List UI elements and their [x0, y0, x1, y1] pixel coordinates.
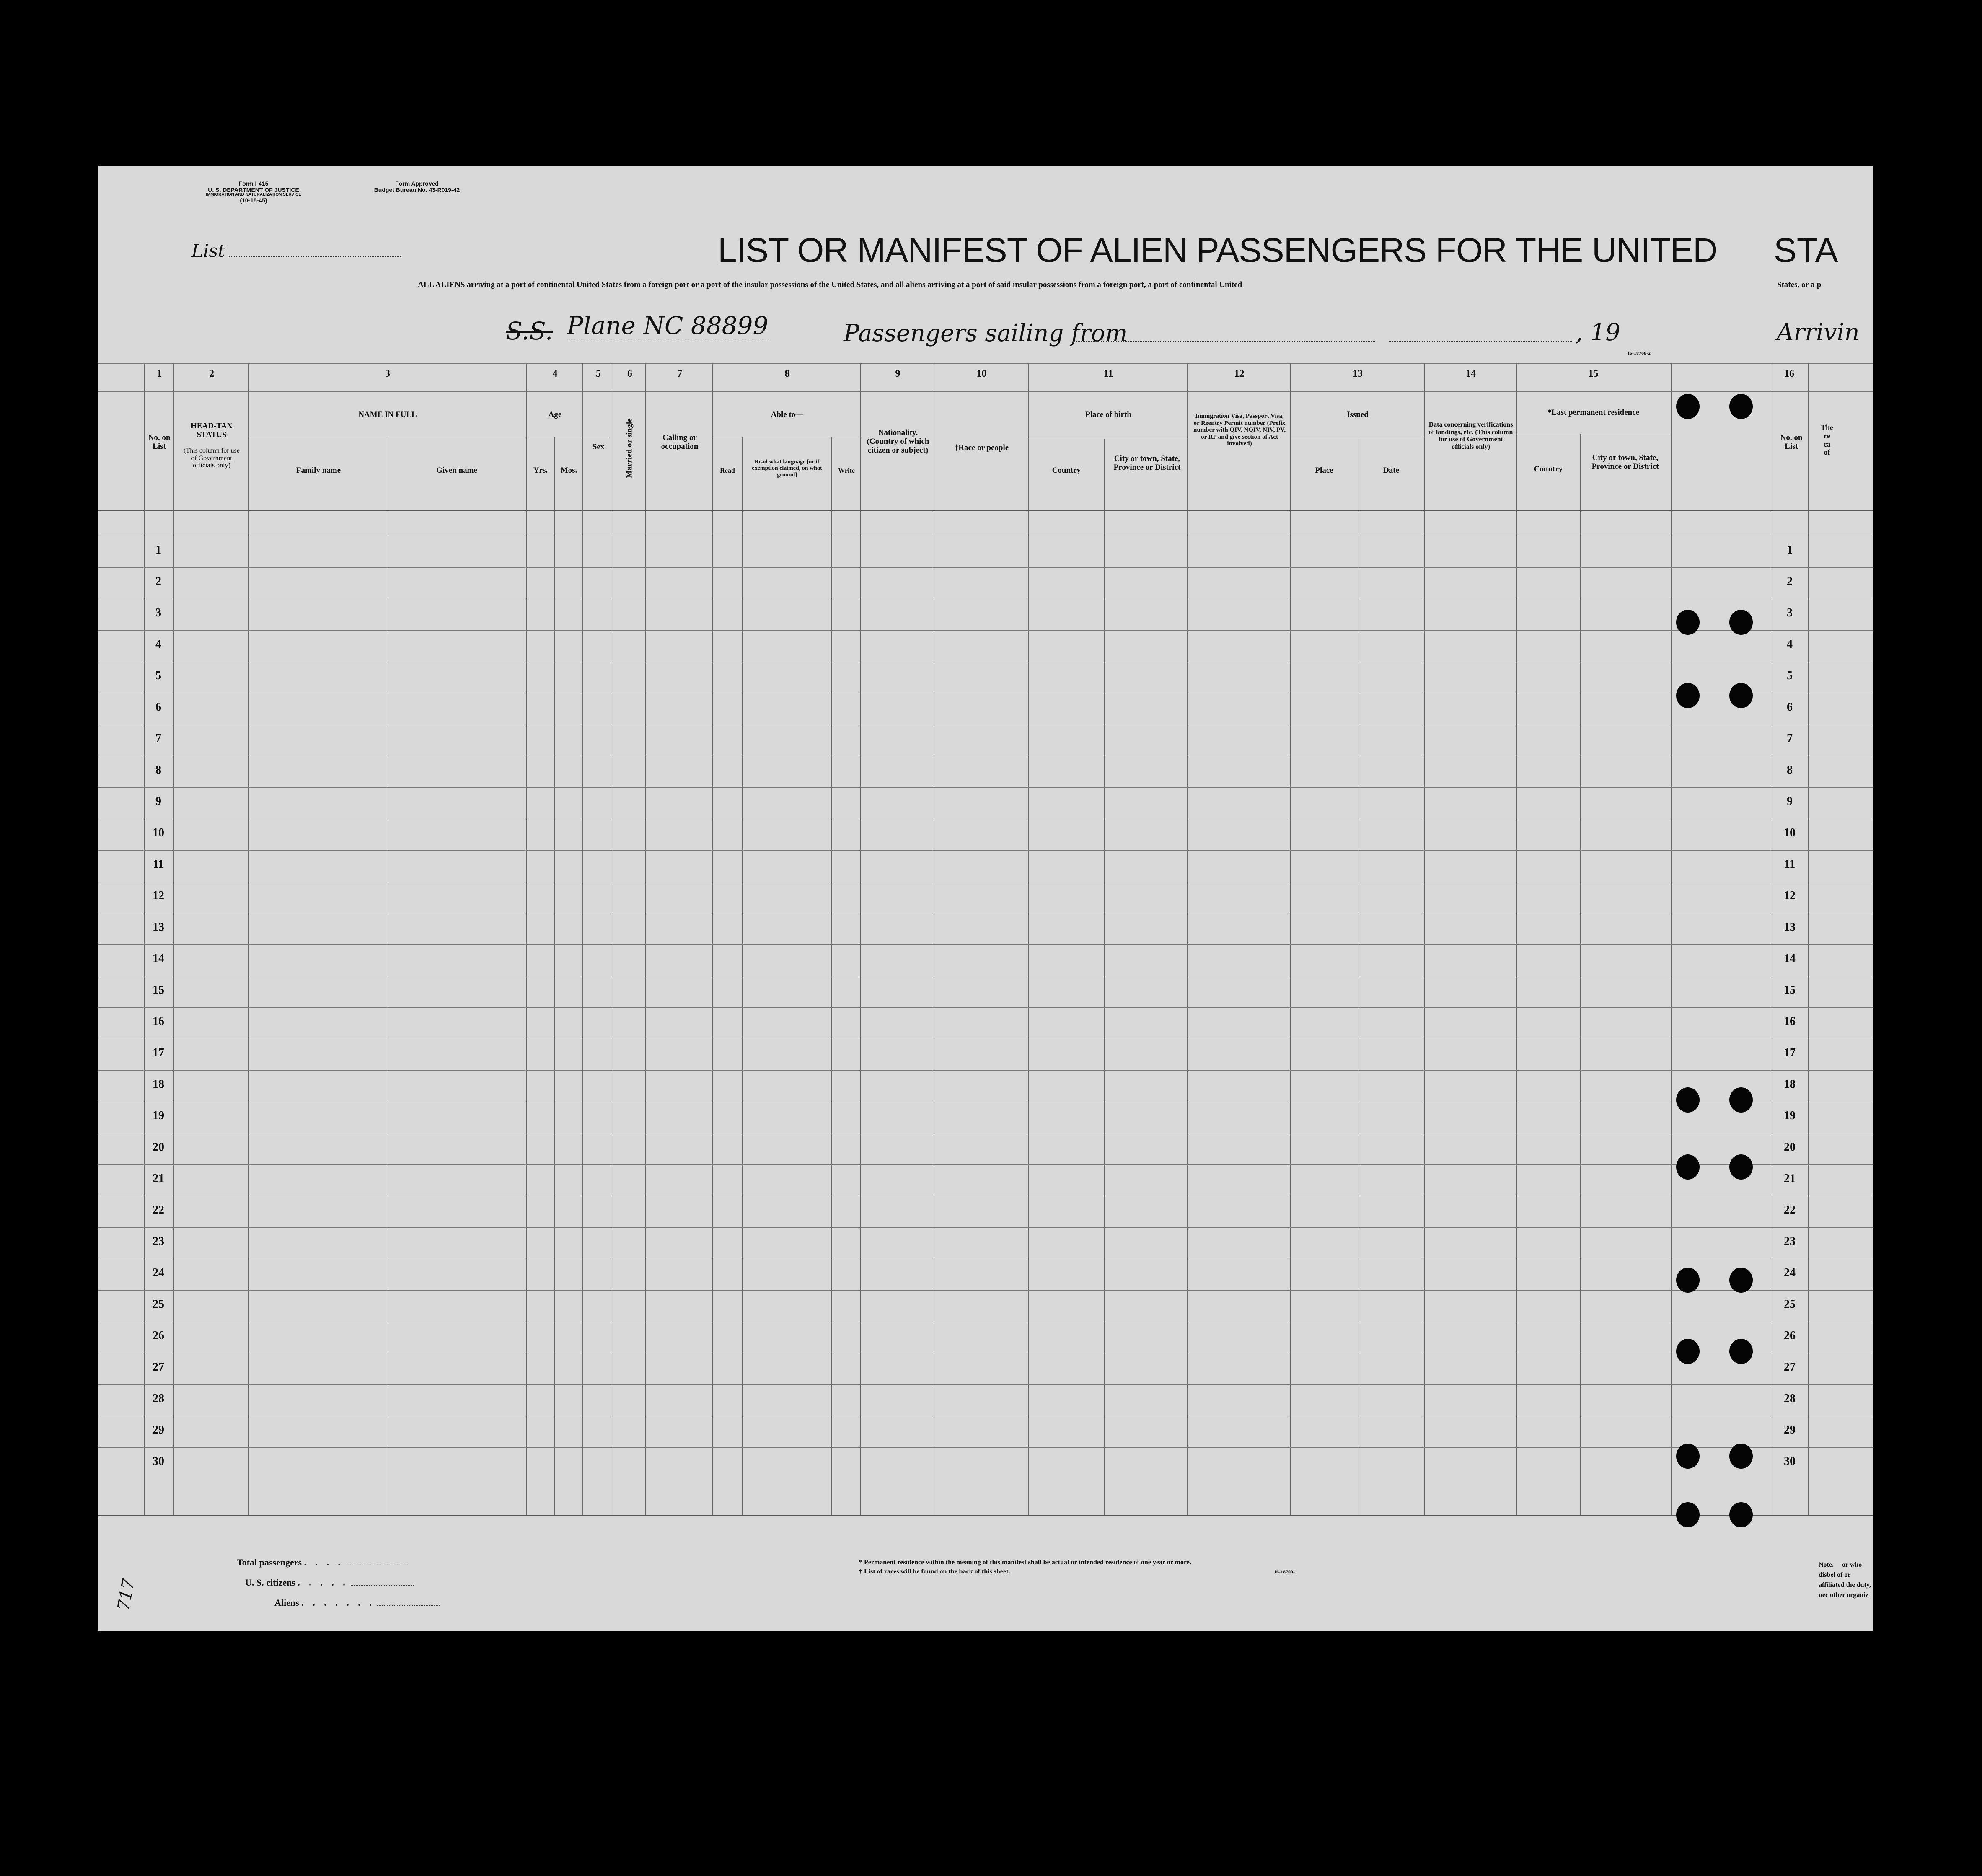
- punch-hole: [1729, 394, 1753, 419]
- row-rule: [98, 1447, 1873, 1448]
- col13-place: Place: [1315, 466, 1333, 475]
- list-blank: [229, 256, 401, 257]
- col3-title: NAME IN FULL: [358, 410, 417, 419]
- row-rule: [98, 1070, 1873, 1071]
- col11-country: Country: [1052, 466, 1081, 475]
- manifest-subtitle: ALL ALIENS arriving at a port of continental United States from a foreign port or a port of the insular possessions of the United States, and all aliens arriving at a port of said insular possessions from a foreign port, a port of continental United: [418, 280, 1242, 289]
- punch-hole: [1676, 683, 1700, 708]
- colnum-6: 6: [627, 368, 632, 379]
- col13-title: Issued: [1347, 410, 1369, 419]
- row-number-right: 21: [1784, 1172, 1796, 1185]
- row-number: 10: [153, 826, 164, 839]
- row-number: 29: [153, 1423, 164, 1436]
- aliens-label: Aliens: [274, 1597, 299, 1608]
- row-number: 28: [153, 1392, 164, 1405]
- col5-sex: Sex: [592, 442, 605, 451]
- punch-hole: [1676, 1339, 1700, 1364]
- col15-title: *Last permanent residence: [1547, 408, 1640, 417]
- col17-cut: The re ca of: [1821, 423, 1834, 457]
- col1-header: No. on List: [148, 433, 171, 451]
- footer-right-note: Note.— or who disbel of or affiliated the duty, nec other organiz: [1819, 1561, 1871, 1599]
- row-rule: [98, 567, 1873, 568]
- row-number-right: 10: [1784, 826, 1796, 839]
- col2-note: (This column for use of Government officials only): [184, 447, 240, 469]
- row-number: 4: [155, 638, 161, 651]
- row-number-right: 2: [1787, 575, 1793, 588]
- row-number: 8: [155, 763, 161, 776]
- colnum-8: 8: [784, 368, 790, 379]
- budget-number: Budget Bureau No. 43-R019-42: [374, 186, 460, 193]
- row-number-right: 8: [1787, 763, 1793, 776]
- col11-city: City or town, State, Province or District: [1113, 454, 1181, 472]
- manifest-subtitle-cut: States, or a p: [1777, 280, 1822, 289]
- row-number: 11: [153, 858, 164, 871]
- row-number: 6: [155, 701, 161, 714]
- row-rule: [98, 1290, 1873, 1291]
- form-number: Form I-415: [238, 180, 269, 187]
- form-id-block: [178, 181, 329, 204]
- col4-yrs: Yrs.: [533, 466, 548, 475]
- row-rule: [98, 1384, 1873, 1385]
- row-rule: [98, 1007, 1873, 1008]
- row-number-right: 15: [1784, 983, 1796, 996]
- row-number-right: 13: [1784, 921, 1796, 934]
- row-rule: [98, 1227, 1873, 1228]
- col8-title: Able to—: [771, 410, 804, 419]
- row-number: 13: [153, 921, 164, 934]
- punch-hole: [1676, 1268, 1700, 1293]
- col15-country: Country: [1534, 465, 1563, 474]
- row-number: 2: [155, 575, 161, 588]
- punch-hole: [1729, 1268, 1753, 1293]
- col2-title: HEAD-TAX STATUS: [191, 422, 233, 439]
- colnum-2: 2: [209, 368, 214, 379]
- row-number-right: 11: [1784, 858, 1796, 871]
- colnum-5: 5: [596, 368, 601, 379]
- col15-city: City or town, State, Province or District: [1591, 453, 1659, 471]
- total-passengers-label: Total passengers: [237, 1557, 302, 1568]
- row-number-right: 6: [1787, 701, 1793, 714]
- manifest-sheet: [98, 166, 1873, 1631]
- row-number-right: 1: [1787, 543, 1793, 556]
- colnum-10: 10: [976, 368, 987, 379]
- row-number-right: 5: [1787, 669, 1793, 682]
- col8-language: Read what language [or if exemption claimed, on what ground]: [752, 459, 822, 478]
- punch-hole: [1729, 1502, 1753, 1527]
- row-number: 21: [153, 1172, 164, 1185]
- note-races: † List of races will be found on the back of this sheet.: [859, 1568, 1010, 1575]
- row-rule-bottom: [98, 1515, 1873, 1516]
- row-number: 24: [153, 1266, 164, 1279]
- form-date: (10-15-45): [240, 197, 267, 204]
- row-number: 22: [153, 1203, 164, 1216]
- sailing-from-label: Passengers sailing from: [844, 320, 1128, 347]
- col4-title: Age: [548, 410, 562, 419]
- list-label: List: [191, 241, 225, 261]
- us-citizens-label: U. S. citizens: [245, 1577, 295, 1588]
- punch-hole: [1729, 1444, 1753, 1469]
- row-rule: [98, 630, 1873, 631]
- margin-handwritten-mark: 717: [114, 1577, 139, 1612]
- col11-title: Place of birth: [1085, 410, 1131, 419]
- col7-occupation: Calling or occupation: [661, 433, 699, 451]
- list-field: [191, 242, 401, 261]
- punch-hole: [1729, 683, 1753, 708]
- manifest-title: LIST OR MANIFEST OF ALIEN PASSENGERS FOR THE UNITED: [718, 231, 1718, 269]
- row-number-right: 23: [1784, 1235, 1796, 1248]
- punch-hole: [1676, 1444, 1700, 1469]
- punch-hole: [1676, 1154, 1700, 1180]
- row-number: 19: [153, 1109, 164, 1122]
- col8-write: Write: [838, 467, 855, 474]
- colnum-3: 3: [385, 368, 390, 379]
- form-approved: Form Approved: [395, 180, 439, 187]
- colnum-15: 15: [1588, 368, 1599, 379]
- row-number: 15: [153, 983, 164, 996]
- row-number-right: 19: [1784, 1109, 1796, 1122]
- row-number-right: 22: [1784, 1203, 1796, 1216]
- row-number: 3: [155, 606, 161, 619]
- row-number-right: 12: [1784, 889, 1796, 902]
- row-number: 1: [155, 543, 161, 556]
- manifest-title-cut: STA: [1774, 231, 1838, 269]
- row-number-right: 29: [1784, 1423, 1796, 1436]
- row-number-right: 9: [1787, 795, 1793, 808]
- print-code-bottom: 16-18709-1: [1274, 1569, 1297, 1575]
- row-number-right: 27: [1784, 1361, 1796, 1374]
- footer-notes: [859, 1558, 1191, 1576]
- row-number: 17: [153, 1046, 164, 1059]
- row-rule: [98, 944, 1873, 945]
- row-number-right: 17: [1784, 1046, 1796, 1059]
- row-rule: [98, 850, 1873, 851]
- row-number-right: 7: [1787, 732, 1793, 745]
- punch-hole: [1676, 1502, 1700, 1527]
- ship-name-handwritten: Plane NC 88899: [567, 311, 768, 340]
- row-number: 18: [153, 1078, 164, 1091]
- punch-hole: [1729, 610, 1753, 635]
- row-number-right: 18: [1784, 1078, 1796, 1091]
- col14-verifications: Data concerning verifications of landings, etc. (This column for use of Government officials only): [1428, 421, 1513, 450]
- col8-read: Read: [720, 467, 735, 474]
- colnum-16: 16: [1784, 368, 1794, 379]
- row-number: 7: [155, 732, 161, 745]
- print-code-top: 16-18709-2: [1627, 350, 1651, 356]
- aliens-blank: [377, 1605, 440, 1606]
- colnum-4: 4: [552, 368, 558, 379]
- row-number: 16: [153, 1015, 164, 1028]
- ship-prefix: S.S.: [506, 317, 553, 345]
- row-number-right: 20: [1784, 1141, 1796, 1154]
- row-number: 12: [153, 889, 164, 902]
- colnum-7: 7: [677, 368, 682, 379]
- row-rule: [98, 1164, 1873, 1165]
- department: U. S. DEPARTMENT OF JUSTICE: [208, 186, 299, 193]
- col3-given: Given name: [436, 466, 477, 475]
- rule-numbers: [98, 391, 1873, 392]
- sailing-from-blank: [1073, 341, 1375, 342]
- colnum-9: 9: [895, 368, 900, 379]
- colnum-1: 1: [157, 368, 162, 379]
- row-number-right: 14: [1784, 952, 1796, 965]
- row-rule: [98, 787, 1873, 788]
- row-number-right: 26: [1784, 1329, 1796, 1342]
- punch-hole: [1729, 1154, 1753, 1180]
- row-number: 30: [153, 1455, 164, 1468]
- row-number: 26: [153, 1329, 164, 1342]
- colnum-14: 14: [1466, 368, 1476, 379]
- row-number: 5: [155, 669, 161, 682]
- row-number-right: 4: [1787, 638, 1793, 651]
- rule-top: [98, 363, 1873, 364]
- row-number: 23: [153, 1235, 164, 1248]
- col3-family: Family name: [296, 466, 341, 475]
- year-label: , 19: [1576, 319, 1620, 346]
- col4-mos: Mos.: [560, 466, 577, 475]
- row-number: 25: [153, 1298, 164, 1311]
- col9-nationality: Nationality. (Country of which citizen or subject): [867, 428, 929, 455]
- row-number-right: 28: [1784, 1392, 1796, 1405]
- row-number-right: 16: [1784, 1015, 1796, 1028]
- sailing-date-blank: [1389, 341, 1573, 342]
- punch-hole: [1676, 394, 1700, 419]
- punch-hole: [1676, 610, 1700, 635]
- colnum-12: 12: [1234, 368, 1245, 379]
- row-number-right: 24: [1784, 1266, 1796, 1279]
- row-number: 14: [153, 952, 164, 965]
- row-number-right: 3: [1787, 606, 1793, 619]
- col10-race: †Race or people: [954, 443, 1009, 452]
- colnum-13: 13: [1353, 368, 1363, 379]
- row-number: 27: [153, 1361, 164, 1374]
- approval-block: [342, 181, 492, 193]
- row-number-right: 25: [1784, 1298, 1796, 1311]
- row-number-right: 30: [1784, 1455, 1796, 1468]
- punch-hole: [1729, 1087, 1753, 1113]
- punch-hole: [1729, 1339, 1753, 1364]
- col6-marital: Married or single: [625, 418, 634, 478]
- us-citizens-blank: [351, 1585, 414, 1586]
- punch-hole: [1676, 1087, 1700, 1113]
- footer-totals: Total passengers . . . . U. S. citizens . . . . . Aliens . . . . . . .: [237, 1553, 440, 1613]
- data-rows: [98, 510, 1873, 1516]
- row-number: 20: [153, 1141, 164, 1154]
- col13-date: Date: [1383, 466, 1399, 475]
- service: IMMIGRATION AND NATURALIZATION SERVICE: [206, 192, 301, 197]
- col16-header: No. on List: [1780, 433, 1803, 451]
- note-residence: * Permanent residence within the meaning of this manifest shall be actual or intended residence of one year or more.: [859, 1559, 1191, 1566]
- row-number: 9: [155, 795, 161, 808]
- col12-visa: Immigration Visa, Passport Visa, or Reentry Permit number (Prefix number with QIV, NQIV, NIV, PV, or RP and give section of Act involved): [1193, 413, 1286, 447]
- colnum-11: 11: [1103, 368, 1113, 379]
- arriving-cut: Arrivin: [1777, 319, 1860, 346]
